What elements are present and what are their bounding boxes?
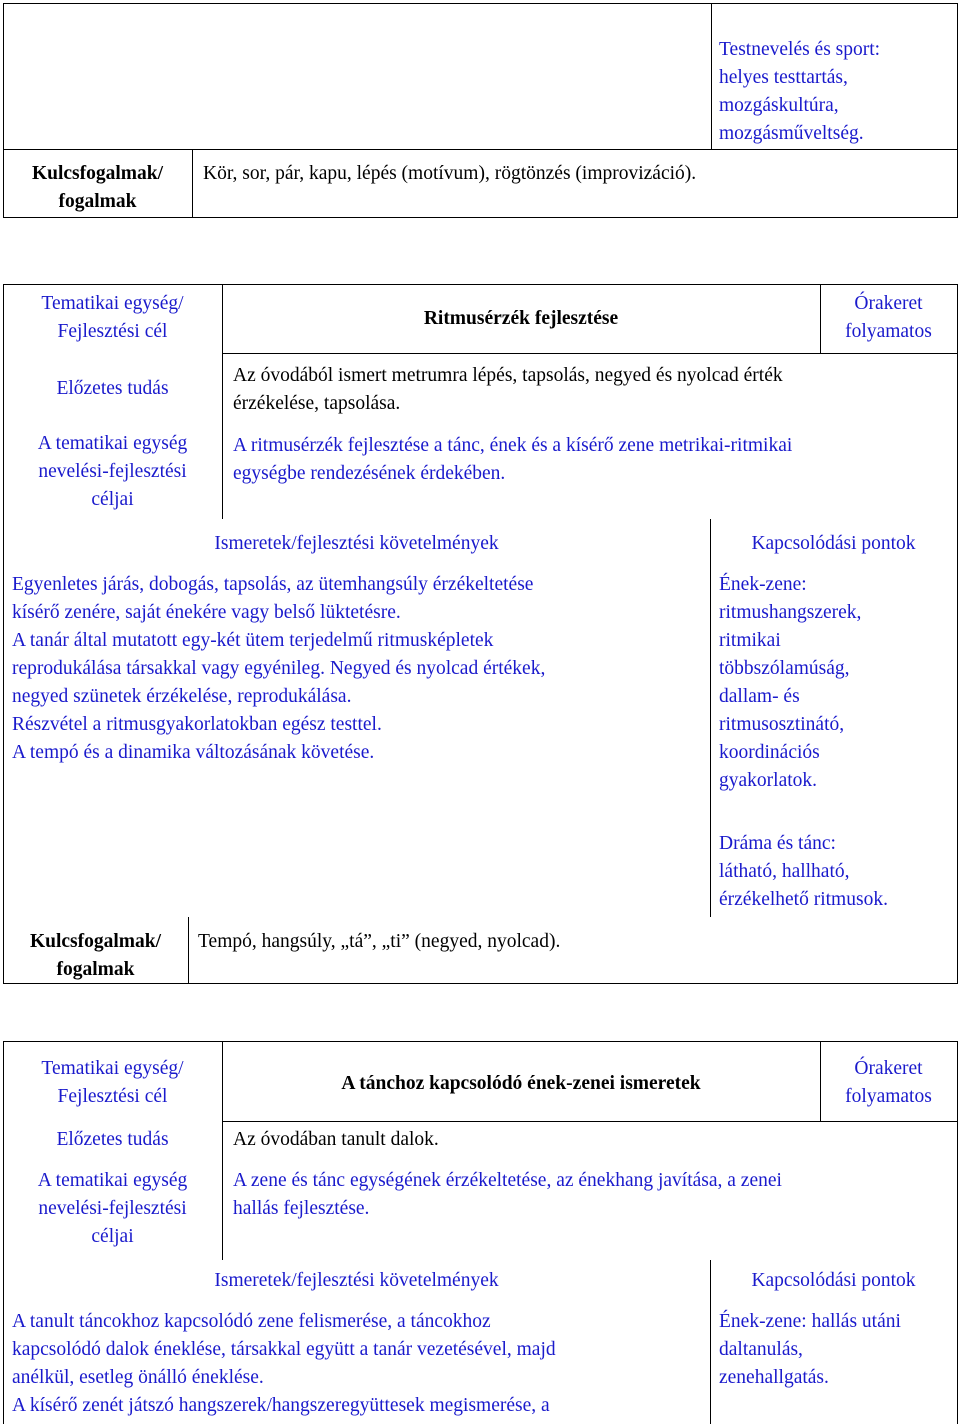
table1-connection-text: Testnevelés és sport: helyes testtartás, mozgáskultúra, mozgásműveltség. <box>719 39 881 144</box>
table3-hours: Órakeret folyamatos <box>845 1058 932 1107</box>
table2-key-text: Tempó, hangsúly, „tá”, „ti” (negyed, nyolcad). <box>198 931 561 952</box>
table2-prior-text: Az óvodából ismert metrumra lépés, tapsolás, negyed és nyolcad érték érzékelése, tapsolása. <box>233 365 783 414</box>
table3-top-border <box>3 1041 958 1042</box>
table3-goals-text: A zene és tánc egységének érzékeltetése, az énekhang javítása, a zenei hallás fejlesztése. <box>233 1170 782 1219</box>
table2-req-divider <box>710 519 711 917</box>
table2-title: Ritmusérzék fejlesztése <box>423 308 619 329</box>
table2-unit-label: Tematikai egység/ Fejlesztési cél <box>41 293 184 342</box>
table3-prior-text: Az óvodában tanult dalok. <box>233 1129 439 1150</box>
table1-col-divider <box>711 3 712 149</box>
table3-prior-label: Előzetes tudás <box>56 1129 169 1150</box>
table2-conn-header: Kapcsolódási pontok <box>751 533 916 554</box>
table1-key-label: Kulcsfogalmak/ fogalmak <box>31 163 164 212</box>
table3-req-header: Ismeretek/fejlesztési követelmények <box>214 1270 499 1291</box>
table1-right-border <box>957 3 958 217</box>
table3-conn-text: Ének-zene: hallás utáni daltanulás, zenehallgatás. <box>719 1311 901 1388</box>
table2-key-divider <box>188 917 189 983</box>
table1-key-text: Kör, sor, pár, kapu, lépés (motívum), rögtönzés (improvizáció). <box>203 163 697 184</box>
table2-prior-label: Előzetes tudás <box>56 378 169 399</box>
table2-right-border <box>957 284 958 983</box>
table1-bottom-border <box>3 217 958 218</box>
table3-conn-header: Kapcsolódási pontok <box>751 1270 916 1291</box>
table3-header-divider <box>222 1121 958 1122</box>
table3-unit-label: Tematikai egység/ Fejlesztési cél <box>41 1058 184 1107</box>
table3-req-text: A tanult táncokhoz kapcsolódó zene felismerése, a táncokhoz kapcsolódó dalok éneklése, társakkal együtt a tanár vezetésével, majd anélkül, esetleg önálló éneklése. A kísérő zenét játszó hangszerek/hangszeregyüttesek megismerése, a <box>12 1311 556 1416</box>
table1-row-divider <box>3 149 958 150</box>
table2-conn-text-1: Ének-zene: ritmushangszerek, ritmikai többszólamúság, dallam- és ritmusosztinátó, koordinációs gyakorlatok. <box>719 574 862 791</box>
table1-top-border <box>3 3 958 4</box>
table2-conn-text-2: Dráma és tánc: látható, hallható, érzékelhető ritmusok. <box>719 833 888 910</box>
table2-req-text: Egyenletes járás, dobogás, tapsolás, az ütemhangsúly érzékeltetése kísérő zenére, saját énekére vagy belső lüktetésre. A tanár által mutatott egy-két ütem terjedelmű ritmusképletek reprodukálása társakkal vagy egyénileg. Negyed és nyolcad értékek, negyed szünetek érzékelése, reprodukálása. Részvétel a ritmusgyakorlatokban egész testtel. A tempó és a dinamika változásának követése. <box>12 574 546 763</box>
table3-goals-label: A tematikai egység nevelési-fejlesztési céljai <box>37 1170 188 1247</box>
table2-goals-text: A ritmusérzék fejlesztése a tánc, ének és a kísérő zene metrikai-ritmikai egységbe rendezésének érdekében. <box>233 435 793 484</box>
table2-hours: Órakeret folyamatos <box>845 293 932 342</box>
table2-goals-label: A tematikai egység nevelési-fejlesztési céljai <box>37 433 188 510</box>
table3-right-border <box>957 1041 958 1424</box>
table2-top-border <box>3 284 958 285</box>
table2-key-label: Kulcsfogalmak/ fogalmak <box>29 931 162 980</box>
table3-title: A tánchoz kapcsolódó ének-zenei ismeretek <box>341 1073 701 1094</box>
table2-header-divider <box>222 353 958 354</box>
table1-label-divider <box>192 149 193 217</box>
table2-req-header: Ismeretek/fejlesztési követelmények <box>214 533 499 554</box>
